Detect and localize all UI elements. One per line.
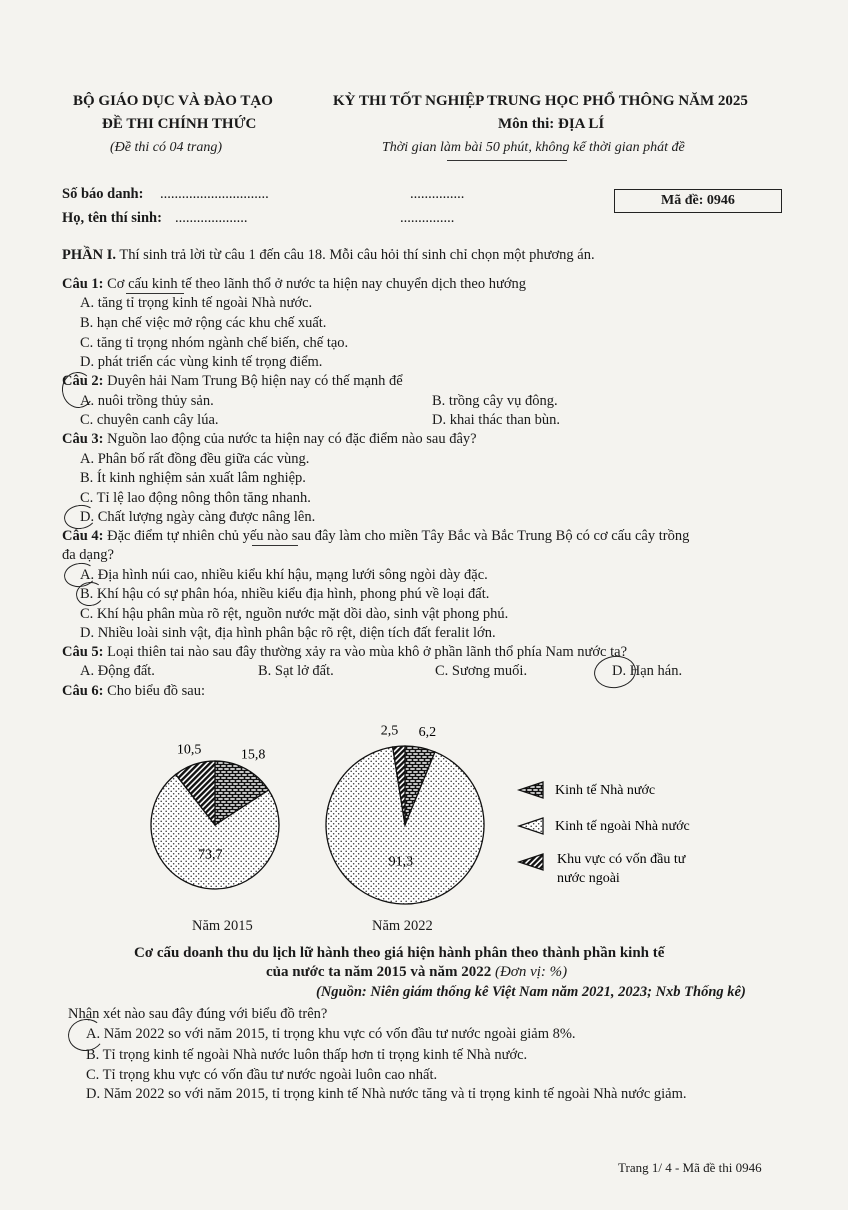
q6-option-d[interactable]: D. Năm 2022 so với năm 2015, tỉ trọng kinh tế Nhà nước tăng và tỉ trọng kinh tế ngoài Nhà nước giảm. — [86, 1086, 687, 1102]
pie-2022-label-fdi: 2,5 — [380, 723, 399, 739]
legend-swatch-state — [519, 782, 543, 798]
candidate-id-label: Số báo danh: — [62, 186, 144, 202]
hand-circle-mark — [62, 503, 97, 531]
q5-stem-line — [62, 644, 627, 661]
chart-title-line1: Cơ cấu doanh thu du lịch lữ hành theo giá hiện hành phân theo thành phần kinh tế — [134, 945, 665, 961]
pie-2022-year-label: Năm 2022 — [372, 918, 433, 934]
legend-non-state-economy — [519, 818, 690, 834]
q4-option-b[interactable]: B. Khí hậu có sự phân hóa, nhiều kiểu địa hình, phong phú về loại đất. — [80, 586, 490, 602]
legend-fdi-sector — [519, 852, 686, 886]
legend-swatch-non-state — [519, 818, 543, 834]
chart-unit: (Đơn vị: %) — [494, 964, 568, 980]
q1-stem-line — [62, 276, 526, 293]
legend-label-fdi-2: nước ngoài — [557, 871, 620, 886]
legend — [519, 782, 690, 886]
chart-title-line2: của nước ta năm 2015 và năm 2022 — [266, 964, 492, 980]
q3-stem: Nguồn lao động của nước ta hiện nay có đặc điểm nào sau đây? — [107, 431, 477, 447]
q3-option-a[interactable]: A. Phân bố rất đồng đều giữa các vùng. — [80, 451, 310, 467]
pie-2015-label-fdi: 10,5 — [176, 742, 202, 758]
candidate-id-field-end: ............... — [410, 186, 465, 202]
pie-chart — [0, 700, 848, 945]
q4-option-d[interactable]: D. Nhiều loài sinh vật, địa hình phân bậc rõ rệt, diện tích đất feralit lớn. — [80, 625, 496, 641]
page-footer: Trang 1/ 4 - Mã đề thi 0946 — [618, 1160, 762, 1175]
pie-2015-year-label: Năm 2015 — [192, 918, 253, 934]
q6-option-a[interactable]: A. Năm 2022 so với năm 2015, tỉ trọng khu vực có vốn đầu tư nước ngoài giảm 8%. — [86, 1026, 576, 1042]
legend-swatch-fdi — [519, 854, 543, 870]
q1-stem: Cơ cấu kinh tế theo lãnh thổ ở nước ta hiện nay chuyển dịch theo hướng — [107, 276, 526, 292]
q5-option-b[interactable]: B. Sạt lở đất. — [258, 663, 334, 679]
q2-stem-line — [62, 373, 403, 390]
q6-stem: Cho biểu đồ sau: — [107, 683, 205, 699]
q6-option-c[interactable]: C. Tỉ trọng khu vực có vốn đầu tư nước ngoài luôn cao nhất. — [86, 1067, 438, 1083]
doc-type: ĐỀ THI CHÍNH THỨC — [102, 116, 257, 132]
q5-option-d[interactable]: D. Hạn hán. — [612, 663, 683, 679]
q4-stem: Đặc điểm tự nhiên chủ yếu nào sau đây làm cho miền Tây Bắc và Bắc Trung Bộ có cơ cấu cây trồng — [107, 528, 690, 544]
q1-option-d[interactable]: D. phát triển các vùng kinh tế trọng điểm. — [80, 354, 323, 370]
part1-heading — [62, 247, 595, 264]
exam-code-box: Mã đề: 0946 — [614, 189, 782, 213]
q5-option-c[interactable]: C. Sương muối. — [435, 663, 528, 679]
subject: Môn thi: ĐỊA LÍ — [498, 116, 605, 132]
q5-stem: Loại thiên tai nào sau đây thường xảy ra vào mùa khô ở phần lãnh thổ phía Nam nước ta? — [107, 644, 628, 660]
ministry-name: BỘ GIÁO DỤC VÀ ĐÀO TẠO — [73, 93, 273, 109]
q2-label: Câu 2: — [62, 373, 104, 389]
q4-label: Câu 4: — [62, 528, 104, 544]
q6-label: Câu 6: — [62, 683, 104, 699]
q1-option-a[interactable]: A. tăng tỉ trọng kinh tế ngoài Nhà nước. — [80, 295, 313, 311]
q2-option-b[interactable]: B. trồng cây vụ đông. — [432, 393, 558, 409]
pie-2015-label-state: 15,8 — [240, 747, 266, 763]
legend-label-fdi-1: Khu vực có vốn đầu tư — [557, 852, 686, 867]
chart-title-line2-wrap — [266, 964, 567, 981]
q1-option-c[interactable]: C. tăng tỉ trọng nhóm ngành chế biến, chế tạo. — [80, 335, 349, 351]
q6-stem-line — [62, 683, 205, 700]
candidate-name-field-end: ............... — [400, 210, 455, 226]
chart-source: (Nguồn: Niên giám thống kê Việt Nam năm 2021, 2023; Nxb Thống kê) — [316, 984, 746, 1000]
exam-title: KỲ THI TỐT NGHIỆP TRUNG HỌC PHỔ THÔNG NĂM 2025 — [333, 93, 748, 109]
q5-option-a[interactable]: A. Động đất. — [80, 663, 155, 679]
legend-label-non-state: Kinh tế ngoài Nhà nước — [555, 819, 690, 834]
pie-2015-label-non-state: 73,7 — [197, 847, 223, 863]
part1-label: PHẦN I. — [62, 247, 116, 263]
q2-stem: Duyên hải Nam Trung Bộ hiện nay có thế mạnh để — [107, 373, 403, 389]
pie-2022-label-state: 6,2 — [418, 724, 437, 740]
hand-underline — [126, 293, 184, 294]
candidate-id-field[interactable]: .............................. — [160, 186, 269, 202]
q2-option-c[interactable]: C. chuyên canh cây lúa. — [80, 412, 219, 428]
q1-option-b[interactable]: B. hạn chế việc mở rộng các khu chế xuất. — [80, 315, 327, 331]
q4-option-a[interactable]: A. Địa hình núi cao, nhiều kiểu khí hậu, mạng lưới sông ngòi dày đặc. — [80, 567, 488, 583]
legend-label-state: Kinh tế Nhà nước — [555, 783, 656, 798]
hand-underline — [252, 545, 298, 546]
q1-label: Câu 1: — [62, 276, 104, 292]
pages-note: (Đề thi có 04 trang) — [110, 140, 222, 155]
hand-underline — [447, 160, 567, 161]
q6-option-b[interactable]: B. Tỉ trọng kinh tế ngoài Nhà nước luôn thấp hơn tỉ trọng kinh tế Nhà nước. — [86, 1047, 528, 1063]
candidate-name-field[interactable]: .................... — [175, 210, 248, 226]
pie-2022-label-non-state: 91,3 — [388, 854, 414, 870]
q4-stem-line — [62, 528, 689, 545]
q3-label: Câu 3: — [62, 431, 104, 447]
time-note: Thời gian làm bài 50 phút, không kể thời gian phát đề — [382, 140, 685, 155]
q5-label: Câu 5: — [62, 644, 104, 660]
q2-option-d[interactable]: D. khai thác than bùn. — [432, 412, 561, 428]
q3-option-c[interactable]: C. Tỉ lệ lao động nông thôn tăng nhanh. — [80, 490, 311, 506]
part1-instruction: Thí sinh trả lời từ câu 1 đến câu 18. Mỗi câu hỏi thí sinh chỉ chọn một phương án. — [119, 247, 595, 263]
q3-stem-line — [62, 431, 477, 448]
candidate-name-label: Họ, tên thí sinh: — [62, 210, 162, 226]
q2-option-a[interactable]: A. nuôi trồng thủy sản. — [80, 393, 214, 409]
q6-question: Nhận xét nào sau đây đúng với biểu đồ trên? — [68, 1006, 328, 1022]
q4-stem-cont: đa dạng? — [62, 547, 114, 563]
legend-state-economy — [519, 782, 655, 798]
q4-option-c[interactable]: C. Khí hậu phân mùa rõ rệt, nguồn nước mặt dồi dào, sinh vật phong phú. — [80, 606, 509, 622]
q3-option-d[interactable]: D. Chất lượng ngày càng được nâng lên. — [80, 509, 316, 525]
q3-option-b[interactable]: B. Ít kinh nghiệm sản xuất lâm nghiệp. — [80, 470, 306, 486]
